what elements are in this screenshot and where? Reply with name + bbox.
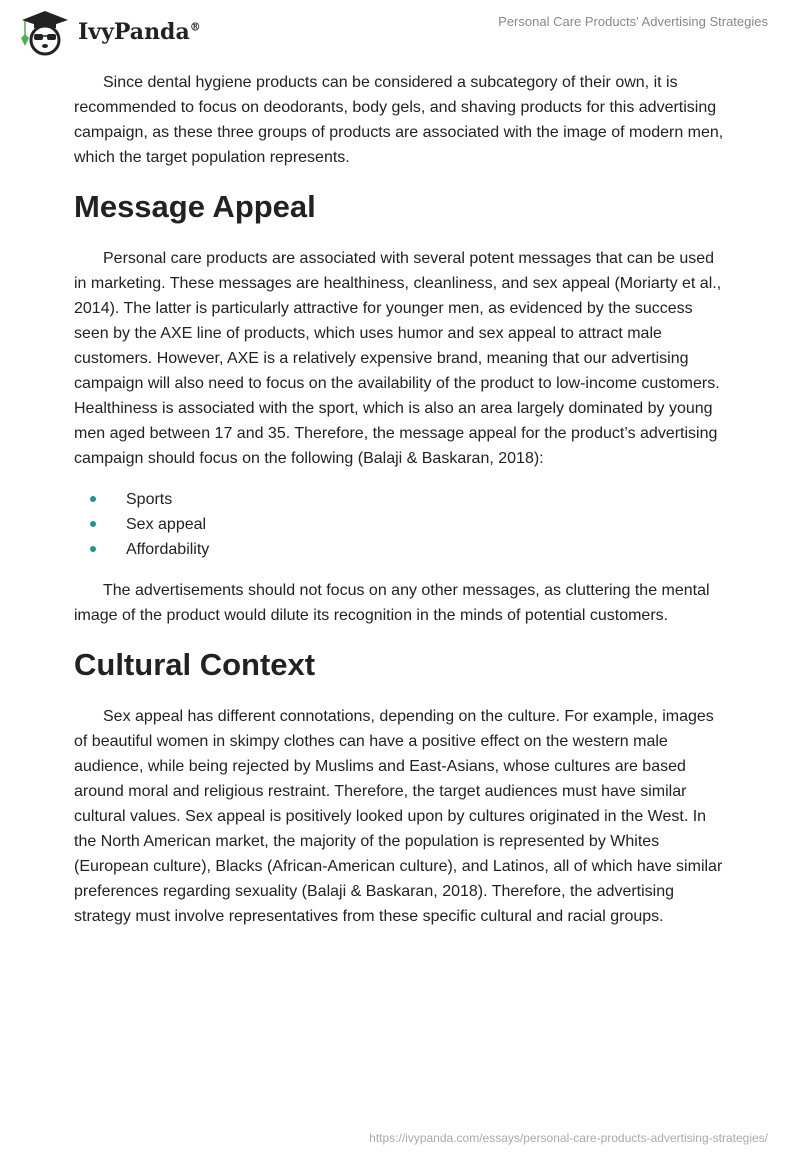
document-title: Personal Care Products' Advertising Strategies [498, 14, 768, 29]
list-item: Affordability [74, 537, 728, 562]
paragraph: The advertisements should not focus on any other messages, as cluttering the mental image of the product would dilute its recognition in the minds of potential customers. [74, 582, 710, 624]
list-item: Sex appeal [74, 512, 728, 537]
paragraph: Personal care products are associated with several potent messages that can be used in marketing. These messages are healthiness, cleanliness, and sex appeal (Moriarty et al., 2014). The latter is particularly attractive for younger men, as evidenced by the success seen by the AXE line of products, which uses humor and sex appeal to attract male customers. However, AXE is a relatively expensive brand, meaning that our advertising campaign will also need to focus on the availability of the product to low-income customers. Healthiness is associated with the sport, which is also an area largely dominated by young men aged between 17 and 35. Therefore, the message appeal for the product’s advertising campaign should focus on the following (Balaji & Baskaran, 2018): [74, 250, 722, 467]
page-header [0, 0, 800, 60]
source-url[interactable]: https://ivypanda.com/essays/personal-care-products-advertising-strategies/ [369, 1131, 768, 1145]
heading-cultural-context: Cultural Context [74, 647, 316, 682]
bullet-list [74, 487, 728, 562]
article-body [74, 70, 728, 945]
paragraph: Sex appeal has different connotations, depending on the culture. For example, images of beautiful women in skimpy clothes can have a positive effect on the western male audience, while being rejected by Muslims and East-Asians, whose cultures are based around moral and religious restraint. Therefore, the target audiences must have similar cultural values. Sex appeal is positively looked upon by cultures originated in the West. In the North American market, the majority of the population is represented by Whites (European culture), Blacks (African-American culture), and Latinos, all of which have similar preferences regarding sexuality (Balaji & Baskaran, 2018). Therefore, the advertising strategy must involve representatives from these specific cultural and racial groups. [74, 708, 723, 925]
ivypanda-logo[interactable] [18, 8, 201, 56]
brand-name: IvyPanda® [78, 19, 201, 45]
panda-graduate-icon [18, 8, 72, 56]
paragraph: Since dental hygiene products can be considered a subcategory of their own, it is recommended to focus on deodorants, body gels, and shaving products for this advertising campaign, as these three groups of products are associated with the image of modern men, which the target population represents. [74, 74, 724, 166]
list-item: Sports [74, 487, 728, 512]
heading-message-appeal: Message Appeal [74, 189, 316, 224]
